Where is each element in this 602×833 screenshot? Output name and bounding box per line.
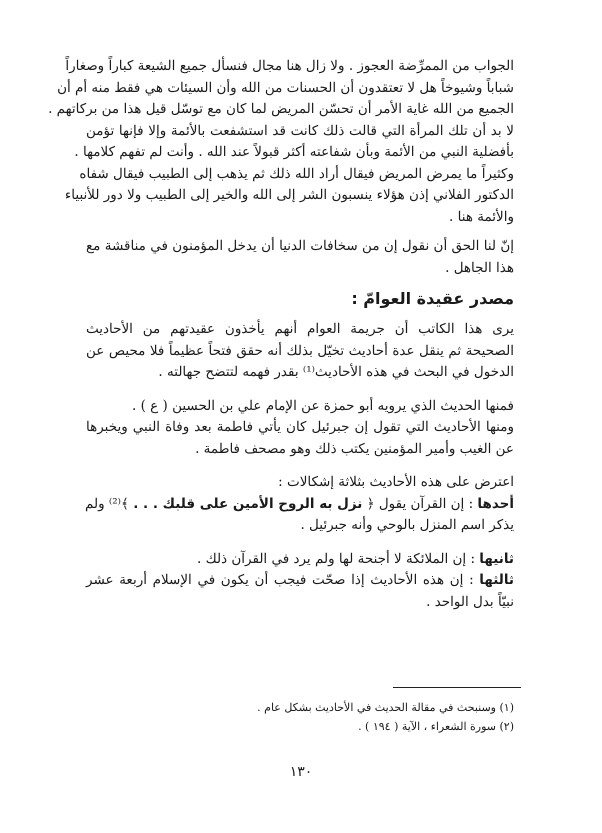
paragraph-1 — [48, 56, 514, 228]
page-number: ١٣٠ — [289, 764, 313, 780]
objection-text: ﴾⁽²⁾ ولم — [85, 495, 134, 512]
objection-label: ثالثها — [479, 572, 514, 588]
paragraph-4 — [86, 396, 514, 461]
text-line: الجواب من الممرِّضة العجوز . ولا زال هنا مجال فنسأل جميع الشيعة كباراً وصغاراً — [65, 58, 514, 74]
paragraph-5 — [86, 472, 514, 537]
paragraph-3 — [86, 319, 514, 384]
footnotes — [150, 698, 514, 736]
text-line: الدخول في البحث في هذه الأحاديث⁽¹⁾ بقدر فهمه لتتضح جهالته . — [158, 364, 514, 380]
objection-label: أحدها — [477, 495, 514, 512]
text-line: الصحيحة ثم ينقل عدة أحاديث تخيّل بذلك أنه حقق فتحاً عظيماً فلا محيص عن — [86, 342, 514, 359]
footnote: (١) وسنبحث في مقالة الحديث في الأحاديث بشكل عام . — [257, 701, 514, 714]
text-line: يرى هذا الكاتب أن جريمة العوام أنهم يأخذون عقيدتهم من الأحاديث — [86, 321, 514, 337]
text-line: بأفضلية النبي من الأئمة وبأن شفاعته أكثر قبولاً عند الله . وأنت لم تفهم كلامها . — [74, 144, 514, 160]
text-line: ومنها الأحاديث التي تقول إن جبرئيل كان يأتي فاطمة بعد وفاة النبي ويخبرها — [86, 419, 514, 435]
footnote: (٢) سورة الشعراء ، الآية ( ١٩٤ ) . — [358, 720, 514, 733]
text-line: فمنها الحديث الذي يرويه أبو حمزة عن الإمام علي بن الحسين ( ع ) . — [132, 397, 514, 414]
section-heading: مصدر عقيدة العوامّ : — [351, 289, 514, 308]
text-line: شباباً وشيوخاً هل لا تعتقدون أن الحسنات من الله وأن السيئات هي فقط منه أم أن — [57, 79, 514, 96]
objection-2-line — [86, 549, 514, 571]
objection-text: : إن هذه الأحاديث إذا صحّت فيجب أن يكون في الإسلام أربعة عشر — [86, 572, 480, 588]
text-line: نبيّاً بدل الواحد . — [426, 593, 514, 610]
text-line: يذكر اسم المنزل بالوحي وأنه جبرئيل . — [300, 517, 514, 533]
text-line: الجميع من الله غاية الأمر أن تحسّن المريض لما كان مع توسّل قيل هذا من بركاتهم . — [48, 101, 514, 117]
objection-1-line — [86, 494, 514, 516]
objection-text: : إن القرآن يقول ﴿ — [362, 495, 478, 512]
paragraph-2 — [86, 236, 514, 279]
quran-quote: نزل به الروح الأمين على قلبك . . . — [133, 495, 363, 512]
text-line: اعترض على هذه الأحاديث بثلاثة إشكالات : — [278, 474, 514, 490]
objection-3-line — [86, 570, 514, 592]
objection-label: ثانيها — [479, 550, 514, 567]
text-line: لا بد أن تلك المرأة التي قالت ذلك كانت قد استشفعت بالأئمة وإلا فإنها تؤمن — [86, 122, 514, 139]
text-line: وكثيراً ما يمرض المريض فيقال أراد الله ذلك ثم يذهب إلى الطبيب فيقال شفاه — [79, 165, 514, 182]
text-line: الدكتور الفلاني إذن هؤلاء ينسبون الشر إلى الله والخير إلى الطبيب ولا دور للأنبياء — [64, 187, 514, 203]
text-line: إنّ لنا الحق أن نقول إن من سخافات الدنيا أن يدخل المؤمنون في مناقشة مع — [86, 238, 514, 254]
text-line: والأئمة هنا . — [449, 208, 514, 225]
text-line: عن الغيب وأمير المؤمنين يكتب ذلك وهو مصحف فاطمة . — [195, 440, 514, 457]
footnote-divider — [393, 687, 521, 688]
paragraph-6 — [86, 549, 514, 614]
text-line: هذا الجاهل . — [445, 259, 514, 276]
objection-text: : إن الملائكة لا أجنحة لها ولم يرد في القرآن ذلك . — [197, 550, 480, 567]
